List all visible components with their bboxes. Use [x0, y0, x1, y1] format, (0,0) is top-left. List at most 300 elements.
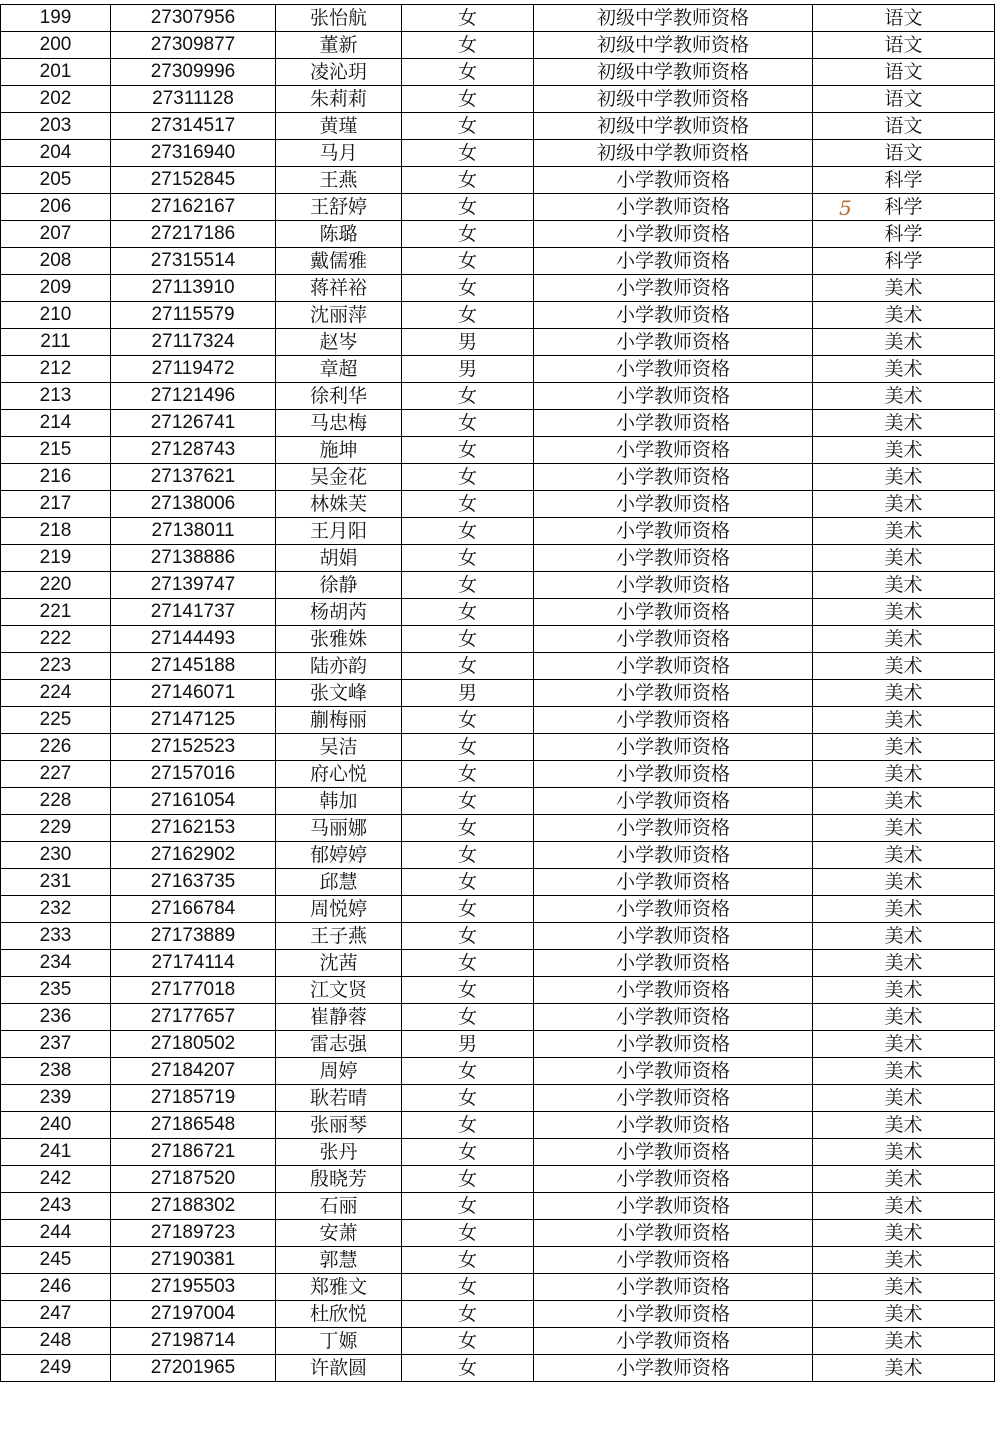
- subject-cell: 美术: [813, 1031, 995, 1058]
- subject-cell: 美术: [813, 734, 995, 761]
- row-number-cell: 248: [1, 1328, 111, 1355]
- qualification-type-cell: 小学教师资格: [534, 923, 813, 950]
- row-number-cell: 221: [1, 599, 111, 626]
- table-row: [1, 410, 995, 437]
- gender-cell: 女: [402, 923, 534, 950]
- exam-number-cell: 27146071: [111, 680, 276, 707]
- subject-cell: 美术: [813, 950, 995, 977]
- exam-number-cell: 27162167: [111, 194, 276, 221]
- gender-cell: 男: [402, 329, 534, 356]
- exam-number-cell: 27174114: [111, 950, 276, 977]
- gender-cell: 女: [402, 113, 534, 140]
- table-row: [1, 653, 995, 680]
- candidate-name-cell: 徐利华: [276, 383, 402, 410]
- qualification-type-cell: 小学教师资格: [534, 167, 813, 194]
- candidate-name-cell: 林姝芙: [276, 491, 402, 518]
- row-number-cell: 204: [1, 140, 111, 167]
- candidate-name-cell: 胡娟: [276, 545, 402, 572]
- candidate-name-cell: 王燕: [276, 167, 402, 194]
- gender-cell: 男: [402, 680, 534, 707]
- qualification-type-cell: 小学教师资格: [534, 329, 813, 356]
- table-row: [1, 1193, 995, 1220]
- table-row: [1, 5, 995, 32]
- qualification-type-cell: 小学教师资格: [534, 1031, 813, 1058]
- gender-cell: 女: [402, 221, 534, 248]
- subject-cell: 美术: [813, 1220, 995, 1247]
- candidate-name-cell: 张丹: [276, 1139, 402, 1166]
- subject-cell: 美术: [813, 410, 995, 437]
- table-row: [1, 302, 995, 329]
- qualification-type-cell: 小学教师资格: [534, 1112, 813, 1139]
- row-number-cell: 199: [1, 5, 111, 32]
- subject-cell: 美术: [813, 329, 995, 356]
- table-row: [1, 86, 995, 113]
- qualification-type-cell: 小学教师资格: [534, 653, 813, 680]
- candidate-name-cell: 石丽: [276, 1193, 402, 1220]
- row-number-cell: 213: [1, 383, 111, 410]
- qualification-type-cell: 小学教师资格: [534, 248, 813, 275]
- subject-cell: 美术: [813, 1193, 995, 1220]
- row-number-cell: 231: [1, 869, 111, 896]
- qualification-type-cell: 小学教师资格: [534, 1193, 813, 1220]
- table-row: [1, 1004, 995, 1031]
- qualification-type-cell: 小学教师资格: [534, 1139, 813, 1166]
- row-number-cell: 244: [1, 1220, 111, 1247]
- candidate-name-cell: 耿若晴: [276, 1085, 402, 1112]
- subject-cell: 美术: [813, 869, 995, 896]
- table-row: [1, 599, 995, 626]
- table-row: [1, 923, 995, 950]
- gender-cell: 女: [402, 977, 534, 1004]
- gender-cell: 女: [402, 599, 534, 626]
- gender-cell: 女: [402, 788, 534, 815]
- qualification-type-cell: 小学教师资格: [534, 1004, 813, 1031]
- exam-number-cell: 27121496: [111, 383, 276, 410]
- row-number-cell: 235: [1, 977, 111, 1004]
- candidate-name-cell: 王月阳: [276, 518, 402, 545]
- row-number-cell: 236: [1, 1004, 111, 1031]
- gender-cell: 男: [402, 1031, 534, 1058]
- subject-cell: 语文: [813, 59, 995, 86]
- candidate-name-cell: 马月: [276, 140, 402, 167]
- gender-cell: 女: [402, 1139, 534, 1166]
- row-number-cell: 218: [1, 518, 111, 545]
- exam-number-cell: 27138011: [111, 518, 276, 545]
- table-row: [1, 464, 995, 491]
- subject-cell: 美术: [813, 383, 995, 410]
- row-number-cell: 202: [1, 86, 111, 113]
- table-row: [1, 626, 995, 653]
- qualification-type-cell: 小学教师资格: [534, 518, 813, 545]
- table-row: [1, 113, 995, 140]
- subject-cell: 美术: [813, 761, 995, 788]
- qualification-type-cell: 小学教师资格: [534, 356, 813, 383]
- subject-cell: 美术: [813, 464, 995, 491]
- subject-cell: 美术: [813, 1058, 995, 1085]
- gender-cell: 女: [402, 383, 534, 410]
- gender-cell: 女: [402, 1085, 534, 1112]
- subject-cell: 美术: [813, 491, 995, 518]
- subject-cell: 美术: [813, 707, 995, 734]
- exam-number-cell: 27113910: [111, 275, 276, 302]
- table-row: [1, 1274, 995, 1301]
- exam-number-cell: 27141737: [111, 599, 276, 626]
- row-number-cell: 215: [1, 437, 111, 464]
- row-number-cell: 230: [1, 842, 111, 869]
- exam-number-cell: 27145188: [111, 653, 276, 680]
- qualification-type-cell: 小学教师资格: [534, 896, 813, 923]
- gender-cell: 女: [402, 1112, 534, 1139]
- gender-cell: 女: [402, 815, 534, 842]
- gender-cell: 女: [402, 5, 534, 32]
- subject-cell: 语文: [813, 140, 995, 167]
- qualification-type-cell: 小学教师资格: [534, 383, 813, 410]
- gender-cell: 女: [402, 140, 534, 167]
- table-row: [1, 437, 995, 464]
- exam-number-cell: 27162153: [111, 815, 276, 842]
- row-number-cell: 212: [1, 356, 111, 383]
- gender-cell: 女: [402, 572, 534, 599]
- table-row: [1, 1220, 995, 1247]
- subject-cell: 科学: [813, 248, 995, 275]
- gender-cell: 女: [402, 761, 534, 788]
- gender-cell: 女: [402, 842, 534, 869]
- subject-cell: 美术: [813, 1112, 995, 1139]
- candidate-name-cell: 朱莉莉: [276, 86, 402, 113]
- gender-cell: 女: [402, 1328, 534, 1355]
- candidate-name-cell: 郭慧: [276, 1247, 402, 1274]
- exam-number-cell: 27177657: [111, 1004, 276, 1031]
- table-row: [1, 140, 995, 167]
- table-row: [1, 680, 995, 707]
- exam-number-cell: 27162902: [111, 842, 276, 869]
- exam-number-cell: 27119472: [111, 356, 276, 383]
- table-row: [1, 707, 995, 734]
- qualification-type-cell: 小学教师资格: [534, 194, 813, 221]
- exam-number-cell: 27163735: [111, 869, 276, 896]
- qualification-type-cell: 初级中学教师资格: [534, 5, 813, 32]
- subject-cell: 语文: [813, 5, 995, 32]
- subject-cell: 美术: [813, 1328, 995, 1355]
- qualification-type-cell: 小学教师资格: [534, 815, 813, 842]
- qualification-type-cell: 小学教师资格: [534, 1085, 813, 1112]
- row-number-cell: 206: [1, 194, 111, 221]
- exam-number-cell: 27166784: [111, 896, 276, 923]
- subject-cell: 美术: [813, 1247, 995, 1274]
- qualification-type-cell: 小学教师资格: [534, 437, 813, 464]
- row-number-cell: 208: [1, 248, 111, 275]
- qualification-type-cell: 小学教师资格: [534, 977, 813, 1004]
- subject-cell: 美术: [813, 977, 995, 1004]
- table-row: [1, 1139, 995, 1166]
- subject-cell: 美术: [813, 842, 995, 869]
- table-row: [1, 572, 995, 599]
- exam-number-cell: 27139747: [111, 572, 276, 599]
- gender-cell: 女: [402, 1301, 534, 1328]
- subject-cell: 科学: [813, 167, 995, 194]
- qualification-type-cell: 初级中学教师资格: [534, 86, 813, 113]
- gender-cell: 女: [402, 86, 534, 113]
- exam-number-cell: 27316940: [111, 140, 276, 167]
- gender-cell: 女: [402, 167, 534, 194]
- qualification-type-cell: 初级中学教师资格: [534, 113, 813, 140]
- exam-number-cell: 27315514: [111, 248, 276, 275]
- table-row: [1, 761, 995, 788]
- qualification-type-cell: 小学教师资格: [534, 761, 813, 788]
- gender-cell: 女: [402, 59, 534, 86]
- table-row: [1, 356, 995, 383]
- exam-number-cell: 27186721: [111, 1139, 276, 1166]
- qualification-type-cell: 小学教师资格: [534, 707, 813, 734]
- row-number-cell: 207: [1, 221, 111, 248]
- table-row: [1, 788, 995, 815]
- table-row: [1, 32, 995, 59]
- candidate-name-cell: 张丽琴: [276, 1112, 402, 1139]
- subject-cell: 美术: [813, 599, 995, 626]
- row-number-cell: 209: [1, 275, 111, 302]
- gender-cell: 女: [402, 518, 534, 545]
- subject-cell: 语文: [813, 32, 995, 59]
- candidate-name-cell: 马忠梅: [276, 410, 402, 437]
- gender-cell: 女: [402, 869, 534, 896]
- row-number-cell: 203: [1, 113, 111, 140]
- subject-cell: 美术: [813, 626, 995, 653]
- row-number-cell: 201: [1, 59, 111, 86]
- exam-number-cell: 27186548: [111, 1112, 276, 1139]
- candidate-name-cell: 戴儒雅: [276, 248, 402, 275]
- exam-number-cell: 27152845: [111, 167, 276, 194]
- candidate-name-cell: 雷志强: [276, 1031, 402, 1058]
- table-row: [1, 1112, 995, 1139]
- row-number-cell: 232: [1, 896, 111, 923]
- gender-cell: 女: [402, 248, 534, 275]
- gender-cell: 女: [402, 1220, 534, 1247]
- qualification-type-cell: 小学教师资格: [534, 302, 813, 329]
- exam-number-cell: 27307956: [111, 5, 276, 32]
- row-number-cell: 249: [1, 1355, 111, 1382]
- qualification-type-cell: 小学教师资格: [534, 680, 813, 707]
- qualification-type-cell: 小学教师资格: [534, 1274, 813, 1301]
- row-number-cell: 246: [1, 1274, 111, 1301]
- row-number-cell: 216: [1, 464, 111, 491]
- candidate-name-cell: 周婷: [276, 1058, 402, 1085]
- row-number-cell: 228: [1, 788, 111, 815]
- candidate-name-cell: 马丽娜: [276, 815, 402, 842]
- gender-cell: 女: [402, 1166, 534, 1193]
- subject-cell: 美术: [813, 275, 995, 302]
- table-row: [1, 734, 995, 761]
- gender-cell: 女: [402, 410, 534, 437]
- exam-number-cell: 27117324: [111, 329, 276, 356]
- row-number-cell: 234: [1, 950, 111, 977]
- subject-cell: 美术: [813, 1274, 995, 1301]
- exam-number-cell: 27147125: [111, 707, 276, 734]
- subject-cell: 美术: [813, 788, 995, 815]
- gender-cell: 女: [402, 491, 534, 518]
- exam-number-cell: 27185719: [111, 1085, 276, 1112]
- row-number-cell: 233: [1, 923, 111, 950]
- candidate-name-cell: 蒯梅丽: [276, 707, 402, 734]
- gender-cell: 女: [402, 653, 534, 680]
- exam-number-cell: 27190381: [111, 1247, 276, 1274]
- exam-number-cell: 27201965: [111, 1355, 276, 1382]
- subject-cell: 语文: [813, 86, 995, 113]
- candidate-name-cell: 张雅姝: [276, 626, 402, 653]
- exam-number-cell: 27198714: [111, 1328, 276, 1355]
- candidate-name-cell: 府心悦: [276, 761, 402, 788]
- table-row: [1, 977, 995, 1004]
- row-number-cell: 205: [1, 167, 111, 194]
- candidate-name-cell: 沈丽萍: [276, 302, 402, 329]
- qualification-type-cell: 小学教师资格: [534, 1247, 813, 1274]
- candidate-name-cell: 杜欣悦: [276, 1301, 402, 1328]
- gender-cell: 女: [402, 707, 534, 734]
- table-row: [1, 896, 995, 923]
- subject-cell: 美术: [813, 437, 995, 464]
- row-number-cell: 240: [1, 1112, 111, 1139]
- gender-cell: 女: [402, 32, 534, 59]
- subject-cell: 美术: [813, 815, 995, 842]
- gender-cell: 女: [402, 1193, 534, 1220]
- table-row: [1, 221, 995, 248]
- row-number-cell: 242: [1, 1166, 111, 1193]
- candidate-name-cell: 安萧: [276, 1220, 402, 1247]
- exam-number-cell: 27314517: [111, 113, 276, 140]
- subject-cell: 美术: [813, 545, 995, 572]
- gender-cell: 女: [402, 464, 534, 491]
- row-number-cell: 226: [1, 734, 111, 761]
- exam-number-cell: 27188302: [111, 1193, 276, 1220]
- qualification-type-cell: 初级中学教师资格: [534, 32, 813, 59]
- table-row: [1, 1355, 995, 1382]
- exam-number-cell: 27184207: [111, 1058, 276, 1085]
- candidate-name-cell: 周悦婷: [276, 896, 402, 923]
- qualification-type-cell: 小学教师资格: [534, 734, 813, 761]
- page-mark: 5: [839, 196, 852, 220]
- exam-number-cell: 27177018: [111, 977, 276, 1004]
- subject-cell: 美术: [813, 302, 995, 329]
- qualification-type-cell: 小学教师资格: [534, 950, 813, 977]
- qualification-type-cell: 小学教师资格: [534, 869, 813, 896]
- gender-cell: 女: [402, 734, 534, 761]
- subject-cell: 美术: [813, 896, 995, 923]
- table-row: [1, 1058, 995, 1085]
- qualification-type-cell: 小学教师资格: [534, 788, 813, 815]
- row-number-cell: 217: [1, 491, 111, 518]
- gender-cell: 女: [402, 950, 534, 977]
- candidate-name-cell: 陆亦韵: [276, 653, 402, 680]
- exam-number-cell: 27138006: [111, 491, 276, 518]
- row-number-cell: 220: [1, 572, 111, 599]
- exam-number-cell: 27144493: [111, 626, 276, 653]
- subject-cell: 美术: [813, 680, 995, 707]
- gender-cell: 男: [402, 356, 534, 383]
- exam-number-cell: 27189723: [111, 1220, 276, 1247]
- row-number-cell: 243: [1, 1193, 111, 1220]
- row-number-cell: 210: [1, 302, 111, 329]
- candidate-name-cell: 黄瑾: [276, 113, 402, 140]
- qualification-type-cell: 小学教师资格: [534, 410, 813, 437]
- table-row: [1, 1085, 995, 1112]
- candidate-name-cell: 凌沁玥: [276, 59, 402, 86]
- gender-cell: 女: [402, 1247, 534, 1274]
- table-row: [1, 869, 995, 896]
- gender-cell: 女: [402, 1058, 534, 1085]
- exam-number-cell: 27128743: [111, 437, 276, 464]
- table-row: [1, 383, 995, 410]
- qualification-type-cell: 小学教师资格: [534, 464, 813, 491]
- row-number-cell: 219: [1, 545, 111, 572]
- exam-number-cell: 27161054: [111, 788, 276, 815]
- gender-cell: 女: [402, 545, 534, 572]
- subject-cell: 美术: [813, 1085, 995, 1112]
- subject-cell: 美术: [813, 1166, 995, 1193]
- candidate-name-cell: 沈茜: [276, 950, 402, 977]
- gender-cell: 女: [402, 1355, 534, 1382]
- table-row: [1, 1328, 995, 1355]
- table-row: [1, 518, 995, 545]
- exam-number-cell: 27173889: [111, 923, 276, 950]
- subject-cell: 美术: [813, 1355, 995, 1382]
- candidate-name-cell: 吴洁: [276, 734, 402, 761]
- table-row: [1, 275, 995, 302]
- table-row: [1, 1301, 995, 1328]
- gender-cell: 女: [402, 275, 534, 302]
- candidate-name-cell: 许歆圆: [276, 1355, 402, 1382]
- qualification-type-cell: 小学教师资格: [534, 1166, 813, 1193]
- exam-number-cell: 27311128: [111, 86, 276, 113]
- candidate-name-cell: 张文峰: [276, 680, 402, 707]
- candidate-name-cell: 徐静: [276, 572, 402, 599]
- row-number-cell: 247: [1, 1301, 111, 1328]
- candidate-name-cell: 王子燕: [276, 923, 402, 950]
- table-row: [1, 59, 995, 86]
- subject-cell: 科学: [813, 221, 995, 248]
- candidate-name-cell: 殷晓芳: [276, 1166, 402, 1193]
- row-number-cell: 224: [1, 680, 111, 707]
- candidate-name-cell: 陈璐: [276, 221, 402, 248]
- candidate-name-cell: 王舒婷: [276, 194, 402, 221]
- subject-cell: 美术: [813, 653, 995, 680]
- candidate-name-cell: 施坤: [276, 437, 402, 464]
- row-number-cell: 245: [1, 1247, 111, 1274]
- qualification-type-cell: 小学教师资格: [534, 1058, 813, 1085]
- table-row: [1, 1031, 995, 1058]
- gender-cell: 女: [402, 1274, 534, 1301]
- gender-cell: 女: [402, 626, 534, 653]
- qualification-type-cell: 小学教师资格: [534, 1301, 813, 1328]
- row-number-cell: 214: [1, 410, 111, 437]
- exam-number-cell: 27157016: [111, 761, 276, 788]
- candidate-name-cell: 江文贤: [276, 977, 402, 1004]
- exam-number-cell: 27217186: [111, 221, 276, 248]
- table-row: [1, 950, 995, 977]
- table-row: [1, 815, 995, 842]
- subject-cell: 语文: [813, 113, 995, 140]
- exam-number-cell: 27138886: [111, 545, 276, 572]
- subject-cell: 美术: [813, 572, 995, 599]
- table-row: [1, 1247, 995, 1274]
- subject-cell: 美术: [813, 923, 995, 950]
- candidate-name-cell: 郑雅文: [276, 1274, 402, 1301]
- exam-number-cell: 27137621: [111, 464, 276, 491]
- qualification-type-cell: 小学教师资格: [534, 626, 813, 653]
- candidate-name-cell: 赵岑: [276, 329, 402, 356]
- table-row: [1, 167, 995, 194]
- candidate-name-cell: 张怡航: [276, 5, 402, 32]
- row-number-cell: 227: [1, 761, 111, 788]
- candidate-name-cell: 丁嫄: [276, 1328, 402, 1355]
